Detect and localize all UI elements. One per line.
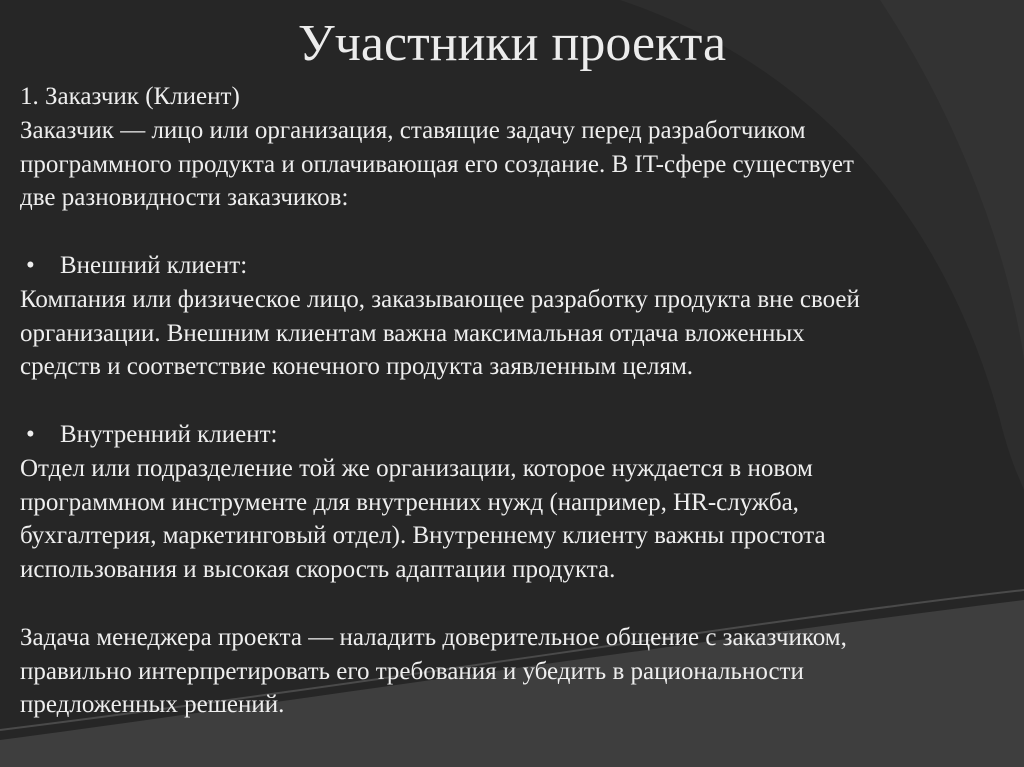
bullet-marker: • <box>26 251 35 279</box>
bullet-text-line: программном инструменте для внутренних нужд (например, HR-служба, <box>20 488 799 516</box>
bullet-text-line: средств и соответствие конечного продукта заявленным целям. <box>20 353 694 381</box>
slide-title: Участники проекта <box>297 15 727 72</box>
intro-line: две разновидности заказчиков: <box>20 184 349 212</box>
bullet-external-client <box>20 249 1010 283</box>
spacer <box>20 587 1010 621</box>
section-heading: 1. Заказчик (Клиент) <box>20 83 240 110</box>
conclusion-line: Задача менеджера проекта — наладить доверительное общение с заказчиком, <box>20 623 847 651</box>
bullet-internal-client <box>20 418 1010 452</box>
bullet-marker: • <box>26 420 35 448</box>
bullet-text-line: бухгалтерия, маркетинговый отдел). Внутреннему клиенту важны простота <box>20 522 826 550</box>
intro-line: Заказчик — лицо или организация, ставящие задачу перед разработчиком <box>20 116 806 144</box>
spacer <box>20 215 1010 249</box>
bullet-text-line: использования и высокая скорость адаптации продукта. <box>20 556 616 584</box>
conclusion-line: предложенных решений. <box>20 691 285 719</box>
intro-line: программного продукта и оплачивающая его создание. В IT-сфере существует <box>20 150 854 178</box>
conclusion-line: правильно интерпретировать его требования и убедить в рациональности <box>20 657 804 685</box>
bullet-label: Внутренний клиент: <box>60 420 278 448</box>
bullet-text-line: организации. Внешним клиентам важна максимальная отдача вложенных <box>20 319 805 347</box>
spacer <box>20 384 1010 418</box>
bullet-label: Внешний клиент: <box>60 251 248 279</box>
slide-content <box>20 80 1010 722</box>
bullet-text-line: Отдел или подразделение той же организации, которое нуждается в новом <box>20 454 813 482</box>
bullet-text-line: Компания или физическое лицо, заказывающее разработку продукта вне своей <box>20 285 860 313</box>
